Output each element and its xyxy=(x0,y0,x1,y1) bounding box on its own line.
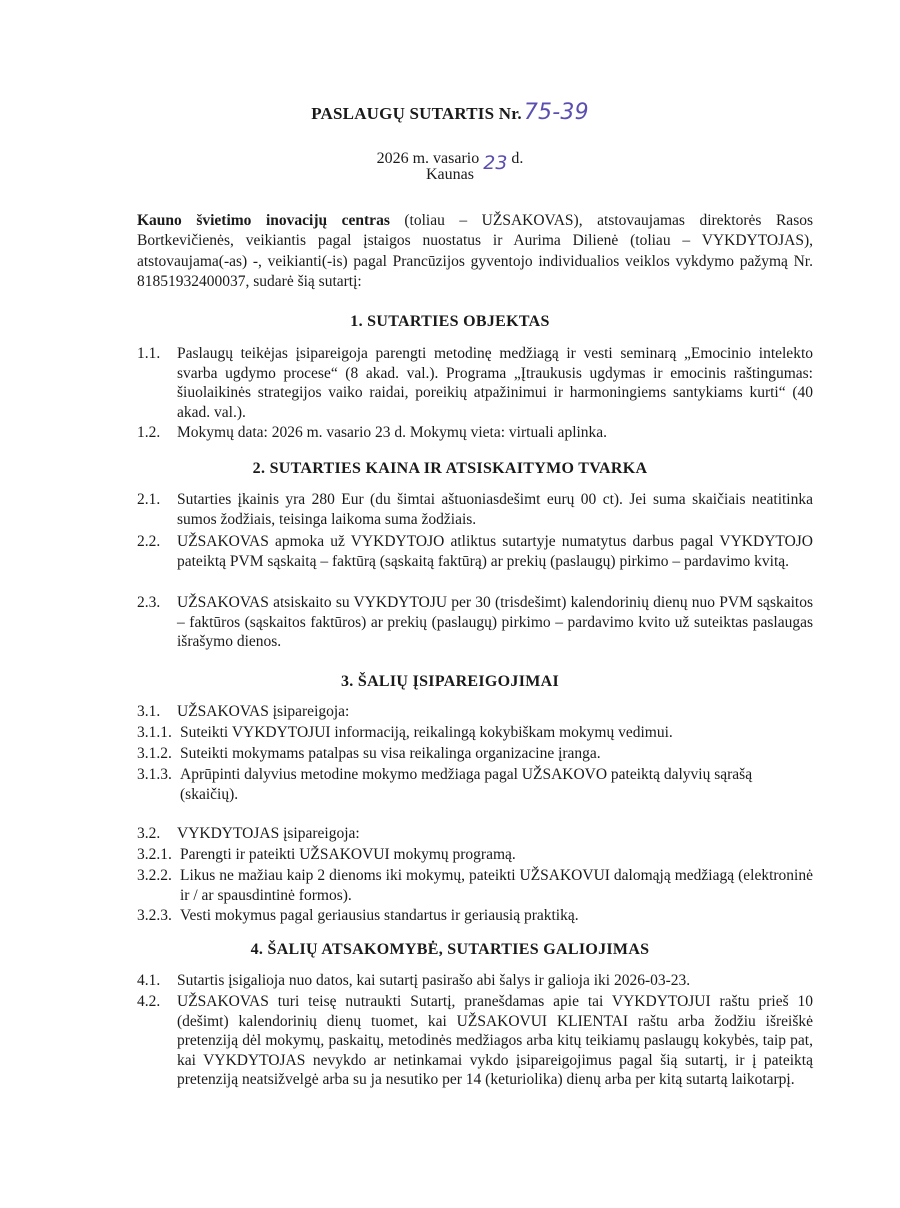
clause-text: VYKDYTOJAS įsipareigoja: xyxy=(177,825,360,842)
clause-number: 1.2. xyxy=(137,424,161,441)
clause-text: Aprūpinti dalyvius metodine mokymo medžiaga pagal UŽSAKOVO pateiktą dalyvių sąrašą (skaičių). xyxy=(180,766,753,803)
clause-text: Paslaugų teikėjas įsipareigoja parengti metodinę medžiagą ir vesti seminarą „Emocinio intelekto svarba ugdymo procese“ (8 akad. val.). Programa „Įtraukusis ugdymas ir emocinis raštingumas: šiuolaikinės strategijos vaiko raidai, poreikių atpažinimui ir harmoningiems santykiams kurti“ (40 akad. val.). xyxy=(177,345,813,421)
clause-text: Suteikti VYKDYTOJUI informaciją, reikalingą kokybiškam mokymų vedimui. xyxy=(180,724,673,741)
clause-number: 3.2.3. xyxy=(137,907,172,924)
clause-number: 3.2. xyxy=(137,825,161,842)
title-text: PASLAUGŲ SUTARTIS Nr. xyxy=(311,104,522,123)
handwritten-contract-number: 75-39 xyxy=(523,100,589,125)
clause-number: 3.2.2. xyxy=(137,867,172,884)
clause-number: 3.1.1. xyxy=(137,724,172,741)
clause-number: 4.1. xyxy=(137,972,161,989)
document-city: Kaunas xyxy=(426,166,474,183)
clause-text: Mokymų data: 2026 m. vasario 23 d. Mokymų vieta: virtuali aplinka. xyxy=(177,424,608,441)
clause-text: Vesti mokymus pagal geriausius standartus ir geriausią praktiką. xyxy=(180,907,579,924)
clause-text: Sutarties įkainis yra 280 Eur (du šimtai aštuoniasdešimt eurų 00 ct). Jei suma skaičiais neatitinka sumos žodžiais, teisinga laikoma suma žodžiais. xyxy=(177,491,813,528)
clause-text: Parengti ir pateikti UŽSAKOVUI mokymų programą. xyxy=(180,846,516,863)
date-prefix: 2026 m. vasario xyxy=(376,150,480,167)
date-suffix: d. xyxy=(511,150,524,167)
clause-text: UŽSAKOVAS atsiskaito su VYKDYTOJU per 30 (trisdešimt) kalendorinių dienų nuo PVM sąskaitos – faktūros (sąskaitos faktūros) ar prekių (paslaugų) pirkimo – pardavimo kvito už suteiktas paslaugas išrašymo dienos. xyxy=(177,594,813,650)
clause-number: 2.1. xyxy=(137,491,161,508)
section-heading-3: 3. ŠALIŲ ĮSIPAREIGOJIMAI xyxy=(340,673,560,690)
clause-text: Likus ne mažiau kaip 2 dienoms iki mokymų, pateikti UŽSAKOVUI dalomąją medžiagą (elektroninė ir / ar spausdintinė formos). xyxy=(180,867,813,904)
clause-number: 3.1.3. xyxy=(137,766,172,783)
clause-number: 3.2.1. xyxy=(137,846,172,863)
section-heading-1: 1. SUTARTIES OBJEKTAS xyxy=(350,313,550,330)
clause-number: 2.2. xyxy=(137,533,161,550)
section-heading-2: 2. SUTARTIES KAINA IR ATSISKAITYMO TVARKA xyxy=(252,460,648,477)
clause-text: UŽSAKOVAS apmoka už VYKDYTOJO atliktus sutartyje numatytus darbus pagal VYKDYTOJO pateiktą PVM sąskaitą – faktūrą (sąskaitą faktūrą) ar prekių (paslaugų) pirkimo – pardavimo kvitą. xyxy=(177,533,813,570)
handwritten-date-day: 23 xyxy=(483,152,508,174)
clause-number: 1.1. xyxy=(137,345,161,362)
clause-text: Sutartis įsigalioja nuo datos, kai sutartį pasirašo abi šalys ir galioja iki 2026-03-23. xyxy=(177,972,691,989)
clause-text: Suteikti mokymams patalpas su visa reikalinga organizacine įranga. xyxy=(180,745,601,762)
section-heading-4: 4. ŠALIŲ ATSAKOMYBĖ, SUTARTIES GALIOJIMAS xyxy=(250,941,650,958)
clause-number: 2.3. xyxy=(137,594,161,611)
clause-number: 3.1.2. xyxy=(137,745,172,762)
document-title xyxy=(0,100,900,125)
intro-paragraph xyxy=(137,211,813,293)
client-name: Kauno švietimo inovacijų centras xyxy=(137,212,390,229)
intro-text: (toliau – UŽSAKOVAS), atstovaujamas direktorės Rasos Bortkevičienės, veikiantis pagal įstaigos nuostatus ir Aurima Dilienė (toliau – VYKDYTOJAS), atstovaujama(-as) -, veikianti(-is) pagal Prancūzijos gyventojo individualios veiklos vykdymo pažymą Nr. 81851932400037, sudarė šią sutartį: xyxy=(137,212,814,291)
document-date xyxy=(0,146,900,174)
clause-text: UŽSAKOVAS turi teisę nutraukti Sutartį, pranešdamas apie tai VYKDYTOJUI raštu prieš 10 (dešimt) kalendorinių dienų tuomet, kai UŽSAKOVUI KLIENTAI raštu arba žodžiu išreiškė pretenziją dėl mokymų, paskaitų, metodinės medžiagos arba kitų teikiamų paslaugų kokybės, taip pat, kai VYKDYTOJAS nevykdo ar netinkamai vykdo įsipareigojimus pagal šią sutartį, ir į pateiktą pretenziją neatsižvelgė arba su ja nesutiko per 14 (keturiolika) dienų arba per kitą sutartą laikotarpį. xyxy=(177,993,813,1088)
clause-text: UŽSAKOVAS įsipareigoja: xyxy=(177,703,350,720)
clause-number: 4.2. xyxy=(137,993,161,1010)
clause-number: 3.1. xyxy=(137,703,161,720)
